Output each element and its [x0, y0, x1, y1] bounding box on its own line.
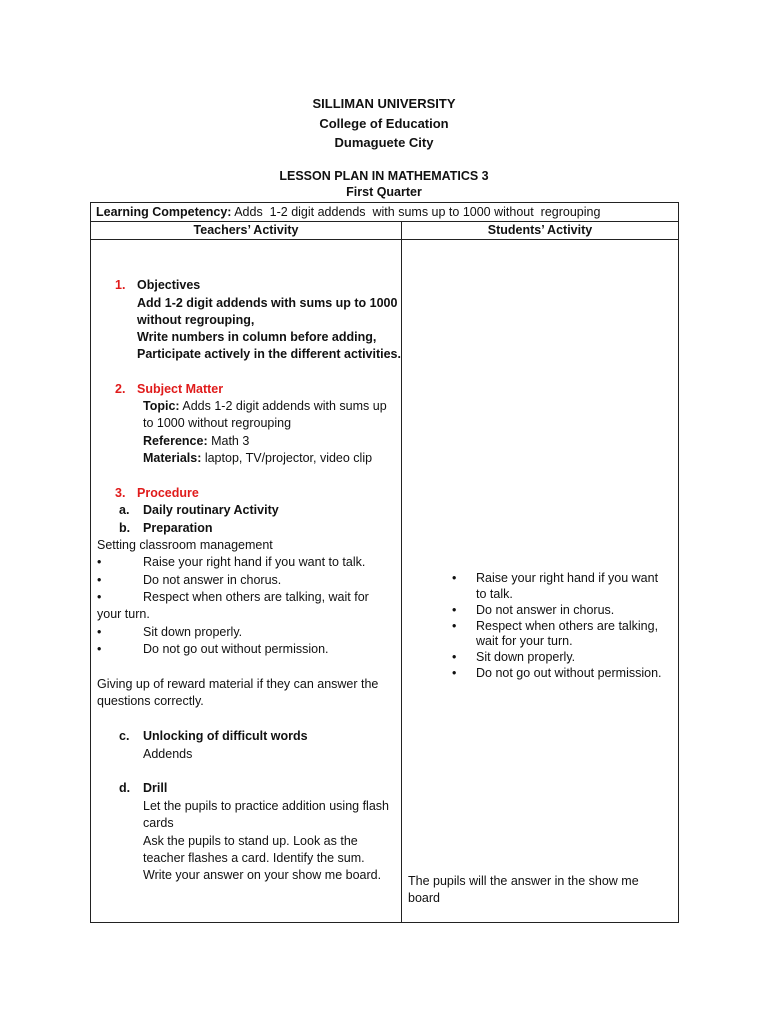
rule-item: Respect when others are talking, wait for: [143, 590, 369, 604]
procedure-b-text: Preparation: [143, 521, 213, 535]
competency-text: Adds 1-2 digit addends with sums up to 1000 without regrouping: [231, 205, 601, 219]
rule-item: Do not go out without permission.: [143, 642, 329, 656]
learning-competency-row: [91, 203, 678, 222]
bullet: •: [452, 650, 457, 664]
lesson-table: [90, 202, 679, 923]
bullet: •: [452, 603, 457, 617]
topic-label: Topic:: [143, 399, 180, 413]
table-body-row: [91, 240, 678, 922]
student-answer-line: The pupils will the answer in the show me: [408, 874, 639, 888]
bullet: •: [452, 571, 457, 585]
materials-line: [143, 450, 372, 468]
reference-text: Math 3: [207, 434, 250, 448]
drill-letter: d.: [119, 781, 131, 795]
drill-line: Write your answer on your show me board.: [143, 868, 382, 882]
student-rule-item: Do not answer in chorus.: [476, 603, 615, 617]
student-rule-item: Raise your right hand if you want: [476, 571, 659, 585]
student-rule-item-continued: wait for your turn.: [476, 634, 573, 648]
subject-matter-title: Subject Matter: [137, 382, 224, 396]
reference-label: Reference:: [143, 434, 208, 448]
student-rule-item: Respect when others are talking,: [476, 619, 659, 633]
rule-item: Sit down properly.: [143, 625, 243, 639]
teachers-activity-cell: [91, 240, 402, 922]
rule-item: Raise your right hand if you want to talk.: [143, 555, 366, 569]
drill-line: Let the pupils to practice addition using flash: [143, 799, 389, 813]
procedure-a-letter: a.: [119, 503, 130, 517]
quarter-label: First Quarter: [346, 185, 422, 199]
drill-line: teacher flashes a card. Identify the sum.: [143, 851, 365, 865]
student-rule-item-continued: to talk.: [476, 587, 513, 601]
students-activity-header: Students’ Activity: [487, 223, 593, 237]
procedure-a-text: Daily routinary Activity: [143, 503, 279, 517]
bullet: •: [97, 590, 102, 604]
drill-line: cards: [143, 816, 174, 830]
student-rule-item: Do not go out without permission.: [476, 666, 662, 680]
lesson-plan-title-block: [0, 168, 768, 200]
bullet: •: [97, 642, 102, 656]
objective-line: without regrouping,: [137, 313, 255, 327]
reward-line: Giving up of reward material if they can answer the: [97, 677, 379, 691]
city-name: Dumaguete City: [334, 135, 434, 150]
unlocking-title: Unlocking of difficult words: [143, 729, 308, 743]
drill-title: Drill: [143, 781, 168, 795]
objective-line: Add 1-2 digit addends with sums up to 1000: [137, 296, 398, 310]
bullet: •: [97, 625, 102, 639]
objectives-title: Objectives: [137, 278, 201, 292]
topic-continued: to 1000 without regrouping: [143, 416, 292, 430]
procedure-b-letter: b.: [119, 521, 131, 535]
unlocking-letter: c.: [119, 729, 130, 743]
topic-line: [143, 398, 387, 416]
rule-item-continued: your turn.: [97, 607, 150, 621]
materials-label: Materials:: [143, 451, 202, 465]
table-header-row: [91, 222, 678, 240]
objective-line: Write numbers in column before adding,: [137, 330, 377, 344]
unlocking-word: Addends: [143, 747, 193, 761]
student-rule-item: Sit down properly.: [476, 650, 576, 664]
objective-line: Participate actively in the different activities.: [137, 347, 401, 361]
university-name: SILLIMAN UNIVERSITY: [312, 96, 456, 111]
students-activity-cell: [402, 240, 678, 922]
lesson-plan-title: LESSON PLAN IN MATHEMATICS 3: [279, 169, 489, 183]
teachers-activity-header: Teachers’ Activity: [91, 222, 402, 239]
bullet: •: [452, 666, 457, 680]
setting-classroom-text: Setting classroom management: [97, 538, 273, 552]
reward-line: questions correctly.: [97, 694, 204, 708]
materials-text: laptop, TV/projector, video clip: [201, 451, 373, 465]
procedure-title: Procedure: [137, 486, 199, 500]
subject-matter-number: 2.: [115, 382, 126, 396]
student-answer-line: board: [408, 891, 440, 905]
objectives-number: 1.: [115, 278, 126, 292]
competency-label: Learning Competency:: [96, 205, 232, 219]
college-name: College of Education: [319, 115, 449, 131]
bullet: •: [452, 619, 457, 633]
rule-item: Do not answer in chorus.: [143, 573, 282, 587]
drill-line: Ask the pupils to stand up. Look as the: [143, 834, 358, 848]
procedure-number: 3.: [115, 486, 126, 500]
bullet: •: [97, 573, 102, 587]
bullet: •: [97, 555, 102, 569]
topic-text: Adds 1-2 digit addends with sums up: [179, 399, 387, 413]
document-header: [0, 94, 768, 153]
reference-line: [143, 433, 249, 451]
